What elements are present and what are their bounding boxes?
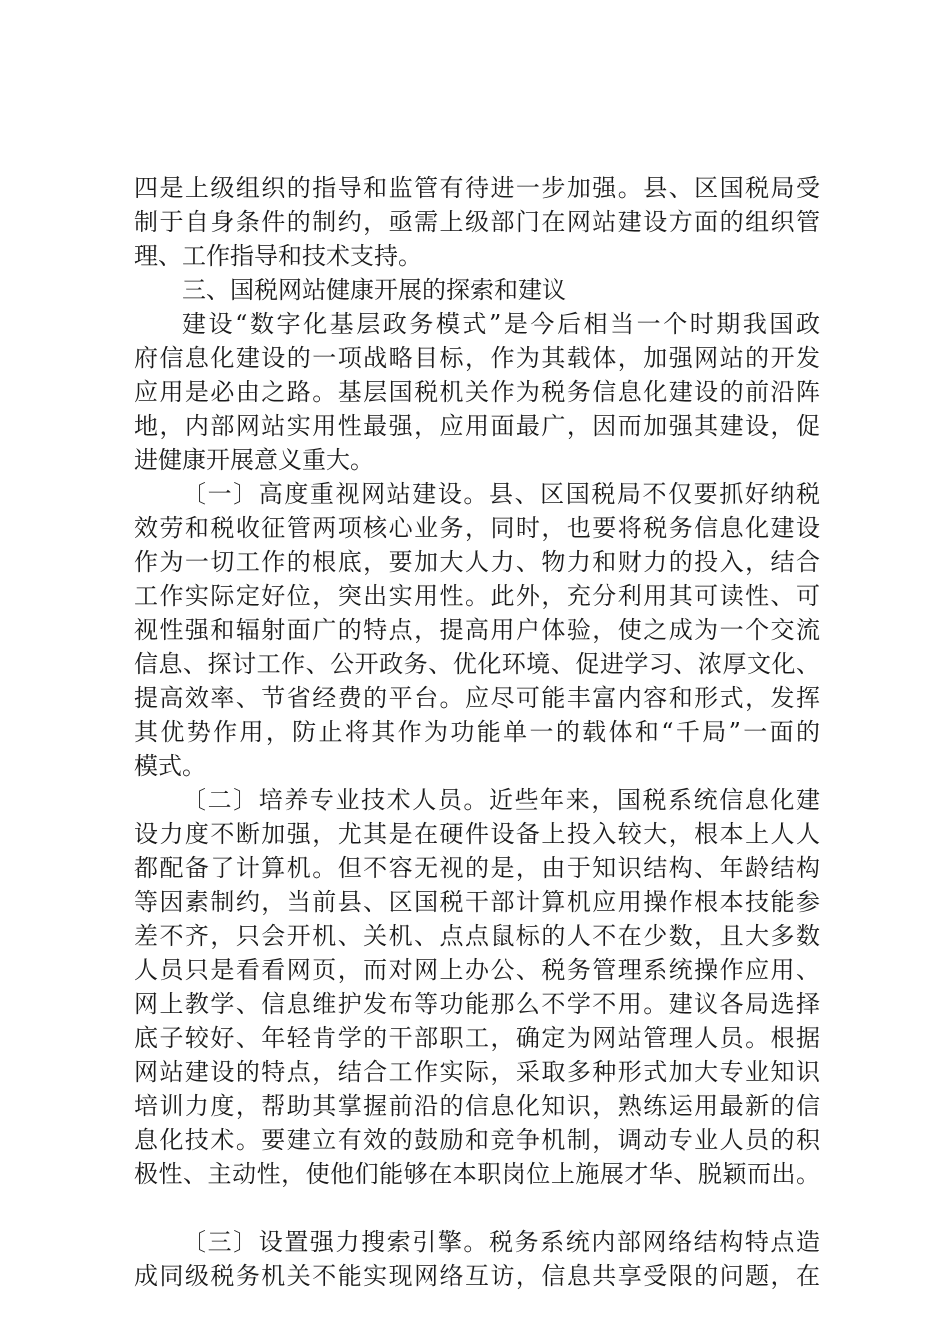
text-line: 理、工作指导和技术支持。 bbox=[134, 242, 422, 270]
text-line: 底子较好、年轻肯学的干部职工，确定为网站管理人员。根据 bbox=[134, 1024, 820, 1052]
subsection-2-start: 〔二〕培养专业技术人员。近些年来，国税系统信息化建 bbox=[182, 786, 820, 814]
text-line: 建设“数字化基层政务模式”是今后相当一个时期我国政 bbox=[182, 310, 820, 338]
text-line: 府信息化建设的一项战略目标，作为其载体，加强网站的开发 bbox=[134, 344, 820, 372]
text-line: 地，内部网站实用性最强，应用面最广，因而加强其建设，促 bbox=[134, 412, 820, 440]
text-line: 网站建设的特点，结合工作实际，采取多种形式加大专业知识 bbox=[134, 1058, 820, 1086]
text-line: 工作实际定好位，突出实用性。此外，充分利用其可读性、可 bbox=[134, 582, 820, 610]
text-line: 制于自身条件的制约，亟需上级部门在网站建设方面的组织管 bbox=[134, 208, 820, 236]
text-line: 都配备了计算机。但不容无视的是，由于知识结构、年龄结构 bbox=[134, 854, 820, 882]
section-heading: 三、国税网站健康开展的探索和建议 bbox=[182, 276, 566, 304]
text-line: 人员只是看看网页，而对网上办公、税务管理系统操作应用、 bbox=[134, 956, 820, 984]
text-line: 信息、探讨工作、公开政务、优化环境、促进学习、浓厚文化、 bbox=[134, 650, 820, 678]
text-line: 应用是必由之路。基层国税机关作为税务信息化建设的前沿阵 bbox=[134, 378, 820, 406]
subsection-1-start: 〔一〕高度重视网站建设。县、区国税局不仅要抓好纳税 bbox=[182, 480, 820, 508]
text-line: 四是上级组织的指导和监管有待进一步加强。县、区国税局受 bbox=[134, 174, 820, 202]
text-line: 网上教学、信息维护发布等功能那么不学不用。建议各局选择 bbox=[134, 990, 820, 1018]
text-line: 等因素制约，当前县、区国税干部计算机应用操作根本技能参 bbox=[134, 888, 820, 916]
text-line: 视性强和辐射面广的特点，提高用户体验，使之成为一个交流 bbox=[134, 616, 820, 644]
subsection-3-start: 〔三〕设置强力搜索引擎。税务系统内部网络结构特点造 bbox=[182, 1228, 820, 1256]
text-line: 设力度不断加强，尤其是在硬件设备上投入较大，根本上人人 bbox=[134, 820, 820, 848]
text-line: 其优势作用，防止将其作为功能单一的载体和“千局”一面的 bbox=[134, 718, 820, 746]
text-line: 作为一切工作的根底，要加大人力、物力和财力的投入，结合 bbox=[134, 548, 820, 576]
text-line: 极性、主动性，使他们能够在本职岗位上施展才华、脱颖而出。 bbox=[134, 1160, 820, 1188]
text-line: 息化技术。要建立有效的鼓励和竞争机制，调动专业人员的积 bbox=[134, 1126, 820, 1154]
text-line: 差不齐，只会开机、关机、点点鼠标的人不在少数，且大多数 bbox=[134, 922, 820, 950]
text-line: 模式。 bbox=[134, 752, 206, 780]
text-line: 成同级税务机关不能实现网络互访，信息共享受限的问题，在 bbox=[134, 1262, 820, 1290]
text-line: 提高效率、节省经费的平台。应尽可能丰富内容和形式，发挥 bbox=[134, 684, 820, 712]
text-line: 培训力度，帮助其掌握前沿的信息化知识，熟练运用最新的信 bbox=[134, 1092, 820, 1120]
text-line: 效劳和税收征管两项核心业务，同时，也要将税务信息化建设 bbox=[134, 514, 820, 542]
text-line: 进健康开展意义重大。 bbox=[134, 446, 374, 474]
